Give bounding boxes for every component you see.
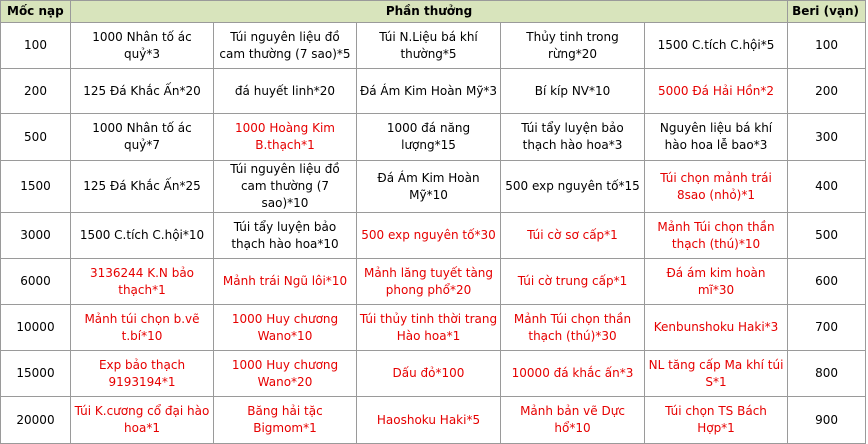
reward-cell: 125 Đá Khắc Ấn*20 [71,69,214,114]
reward-cell: Mảnh bản vẽ Dực hổ*10 [501,397,645,444]
milestone-cell: 1500 [1,161,71,213]
beri-cell: 700 [788,305,866,351]
reward-cell: Dấu đỏ*100 [357,351,501,397]
milestone-cell: 20000 [1,397,71,444]
table-header [1,1,866,23]
milestone-cell: 10000 [1,305,71,351]
table-row [1,161,866,213]
milestone-cell: 500 [1,114,71,161]
reward-cell: Haoshoku Haki*5 [357,397,501,444]
table-row [1,213,866,259]
reward-cell: Nguyên liệu bá khí hào hoa lễ bao*3 [645,114,788,161]
reward-cell: 1000 Huy chương Wano*10 [214,305,357,351]
reward-cell: Túi K.cương cổ đại hào hoa*1 [71,397,214,444]
reward-cell: Đá Ám Kim Hoàn Mỹ*10 [357,161,501,213]
reward-cell: Túi nguyên liệu đồ cam thường (7 sao)*10 [214,161,357,213]
table-row [1,69,866,114]
table-row [1,23,866,69]
reward-cell: Thủy tinh trong rừng*20 [501,23,645,69]
reward-cell: Đá ám kim hoàn mĩ*30 [645,259,788,305]
reward-cell: Mảnh Túi chọn thần thạch (thú)*30 [501,305,645,351]
reward-cell: Mảnh lăng tuyết tàng phong phổ*20 [357,259,501,305]
reward-cell: Túi tẩy luyện bảo thạch hào hoa*3 [501,114,645,161]
reward-cell: Túi thủy tinh thời trang Hào hoa*1 [357,305,501,351]
reward-cell: Túi cờ sơ cấp*1 [501,213,645,259]
beri-cell: 900 [788,397,866,444]
table-row [1,397,866,444]
reward-cell: 1500 C.tích C.hội*10 [71,213,214,259]
reward-cell: Mảnh Túi chọn thần thạch (thú)*10 [645,213,788,259]
milestone-cell: 15000 [1,351,71,397]
beri-cell: 600 [788,259,866,305]
reward-cell: 1000 Nhân tố ác quỷ*7 [71,114,214,161]
reward-cell: đá huyết linh*20 [214,69,357,114]
milestone-cell: 200 [1,69,71,114]
milestone-header: Mốc nạp [1,1,71,23]
beri-cell: 500 [788,213,866,259]
reward-cell: Túi chọn TS Bách Hợp*1 [645,397,788,444]
milestone-cell: 100 [1,23,71,69]
table-row [1,351,866,397]
reward-cell: 1000 Hoàng Kim B.thạch*1 [214,114,357,161]
table-row [1,114,866,161]
table-body [1,23,866,444]
milestone-cell: 6000 [1,259,71,305]
reward-cell: Exp bảo thạch 9193194*1 [71,351,214,397]
reward-cell: Mảnh trái Ngũ lôi*10 [214,259,357,305]
reward-cell: Túi tẩy luyện bảo thạch hào hoa*10 [214,213,357,259]
rewards-header: Phần thưởng [71,1,788,23]
beri-cell: 200 [788,69,866,114]
beri-cell: 100 [788,23,866,69]
reward-cell: Túi nguyên liệu đồ cam thường (7 sao)*5 [214,23,357,69]
reward-cell: Bí kíp NV*10 [501,69,645,114]
reward-cell: 3136244 K.N bảo thạch*1 [71,259,214,305]
reward-cell: Băng hải tặc Bigmom*1 [214,397,357,444]
reward-cell: Đá Ám Kim Hoàn Mỹ*3 [357,69,501,114]
beri-cell: 300 [788,114,866,161]
beri-header: Beri (vạn) [788,1,866,23]
beri-cell: 800 [788,351,866,397]
table-row [1,259,866,305]
reward-cell: Kenbunshoku Haki*3 [645,305,788,351]
table-row [1,305,866,351]
reward-cell: 1000 Huy chương Wano*20 [214,351,357,397]
reward-cell: Túi chọn mảnh trái 8sao (nhỏ)*1 [645,161,788,213]
reward-cell: 1500 C.tích C.hội*5 [645,23,788,69]
reward-cell: Túi cờ trung cấp*1 [501,259,645,305]
reward-cell: Mảnh túi chọn b.vẽ t.bí*10 [71,305,214,351]
beri-cell: 400 [788,161,866,213]
reward-cell: 125 Đá Khắc Ấn*25 [71,161,214,213]
reward-cell: Túi N.Liệu bá khí thường*5 [357,23,501,69]
reward-cell: 1000 đá năng lượng*15 [357,114,501,161]
reward-cell: 500 exp nguyên tố*15 [501,161,645,213]
reward-cell: 10000 đá khắc ấn*3 [501,351,645,397]
milestone-cell: 3000 [1,213,71,259]
reward-cell: 500 exp nguyên tố*30 [357,213,501,259]
reward-cell: 5000 Đá Hải Hồn*2 [645,69,788,114]
reward-cell: 1000 Nhân tố ác quỷ*3 [71,23,214,69]
reward-cell: NL tăng cấp Ma khí túi S*1 [645,351,788,397]
